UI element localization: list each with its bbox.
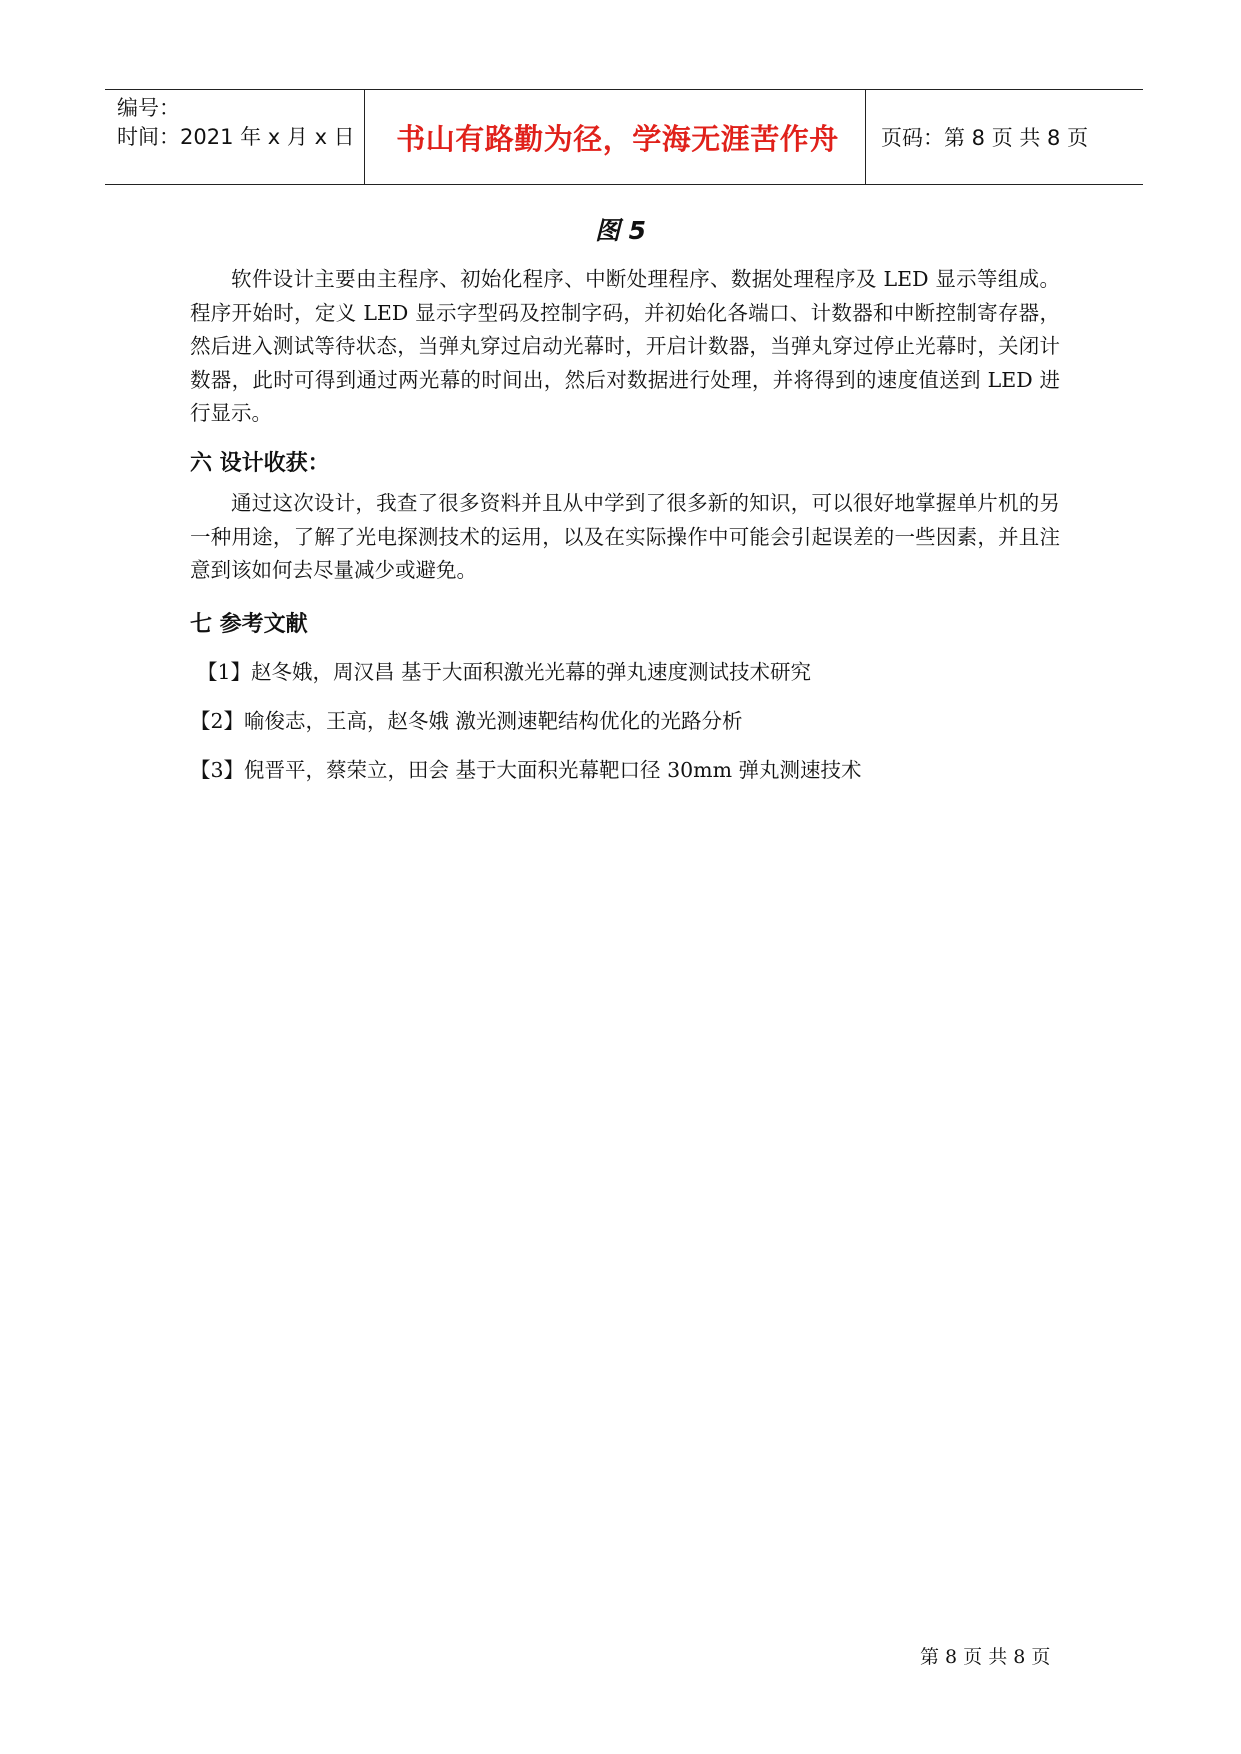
document-number-label: 编号： bbox=[117, 96, 180, 120]
document-time-label: 时间：2021 年 x 月 x 日 bbox=[117, 125, 355, 149]
header-motto: 书山有路勤为径，学海无涯苦作舟 bbox=[396, 121, 839, 156]
header-divider bbox=[364, 90, 365, 184]
header-divider bbox=[865, 90, 866, 184]
section-heading-references: 七 参考文献 bbox=[190, 612, 308, 637]
header-meta bbox=[117, 94, 367, 152]
page-footer: 第 8 页 共 8 页 bbox=[920, 1646, 1051, 1668]
reference-item: 【2】喻俊志，王高，赵冬娥 激光测速靶结构优化的光路分析 bbox=[190, 709, 743, 733]
page-header bbox=[105, 89, 1143, 185]
body-paragraph: 软件设计主要由主程序、初始化程序、中断处理程序、数据处理程序及 LED 显示等组成。程序开始时，定义 LED 显示字型码及控制字码，并初始化各端口、计数器和中断控制寄存器，然后进入测试等待状态，当弹丸穿过启动光幕时，开启计数器，当弹丸穿过停止光幕时，关闭计数器，此时可得到通过两光幕的时间出，然后对数据进行处理，并将得到的速度值送到 LED 进行显示。 bbox=[190, 267, 1060, 425]
harvest-paragraph: 通过这次设计，我查了很多资料并且从中学到了很多新的知识，可以很好地掌握单片机的另一种用途，了解了光电探测技术的运用，以及在实际操作中可能会引起误差的一些因素，并且注意到该如何去尽量减少或避免。 bbox=[190, 491, 1060, 582]
figure-caption: 图 5 bbox=[594, 216, 647, 245]
reference-item: 【1】赵冬娥，周汉昌 基于大面积激光光幕的弹丸速度测试技术研究 bbox=[197, 660, 812, 684]
header-page-number: 页码：第 8 页 共 8 页 bbox=[881, 126, 1089, 150]
reference-item: 【3】倪晋平，蔡荣立，田会 基于大面积光幕靶口径 30mm 弹丸测速技术 bbox=[190, 758, 862, 782]
section-heading-harvest: 六 设计收获： bbox=[190, 451, 330, 476]
